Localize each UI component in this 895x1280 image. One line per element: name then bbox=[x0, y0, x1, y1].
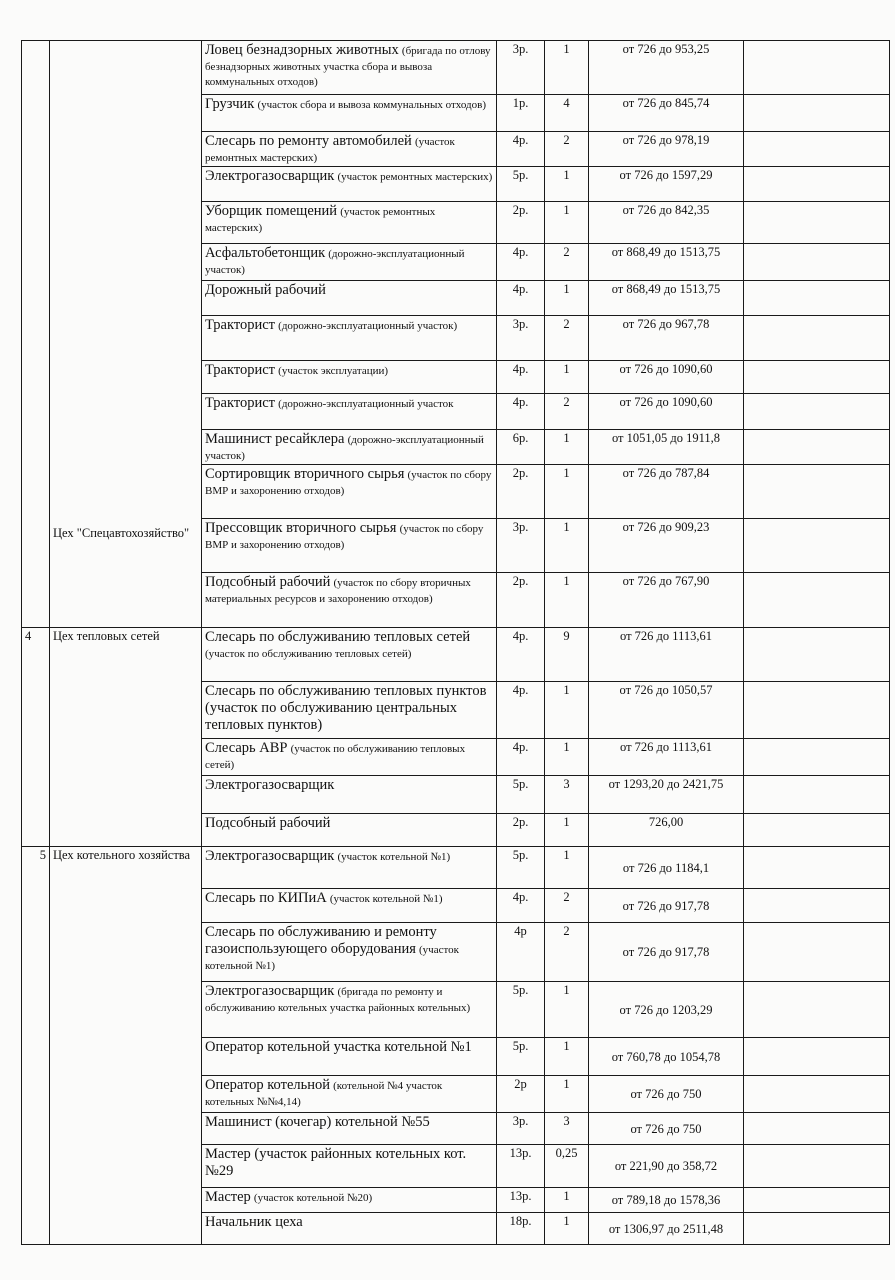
grade-cell: 4р. bbox=[497, 628, 545, 682]
position-cell bbox=[202, 1076, 497, 1113]
position-subdivision: (участок котельной №20) bbox=[253, 1192, 373, 1204]
grade-cell: 1р. bbox=[497, 95, 545, 132]
count-cell: 3 bbox=[545, 1113, 589, 1145]
position-cell bbox=[202, 1145, 497, 1188]
salary-range-cell: от 726 до 1090,60 bbox=[589, 394, 744, 430]
position-title: Тракторист bbox=[205, 395, 276, 411]
grade-cell: 5р. bbox=[497, 847, 545, 889]
grade-cell: 4р. bbox=[497, 361, 545, 394]
position-cell bbox=[202, 95, 497, 132]
position-title: Оператор котельной bbox=[205, 1077, 331, 1093]
grade-cell: 6р. bbox=[497, 430, 545, 465]
salary-range-cell: от 726 до 1113,61 bbox=[589, 739, 744, 776]
salary-range-cell: от 726 до 767,90 bbox=[589, 573, 744, 628]
empty-cell bbox=[744, 982, 890, 1038]
position-title: Электрогазосварщик bbox=[205, 777, 335, 793]
position-cell bbox=[202, 244, 497, 281]
count-cell: 9 bbox=[545, 628, 589, 682]
position-title: Тракторист bbox=[205, 317, 276, 333]
position-subdivision: (участок эксплуатации) bbox=[278, 365, 389, 377]
position-cell bbox=[202, 847, 497, 889]
position-cell bbox=[202, 281, 497, 316]
empty-cell bbox=[744, 1213, 890, 1245]
position-cell bbox=[202, 394, 497, 430]
count-cell: 1 bbox=[545, 1188, 589, 1213]
department-name: Цех "Спецавтохозяйство" bbox=[50, 41, 202, 628]
count-cell: 1 bbox=[545, 202, 589, 244]
table-row bbox=[22, 847, 890, 889]
staff-table bbox=[21, 40, 890, 1245]
position-cell bbox=[202, 519, 497, 573]
position-cell bbox=[202, 1188, 497, 1213]
count-cell: 2 bbox=[545, 316, 589, 361]
salary-range-cell: от 726 до 1203,29 bbox=[589, 982, 744, 1038]
position-title: Ловец безнадзорных животных bbox=[205, 42, 399, 58]
position-title: Начальник цеха bbox=[205, 1214, 303, 1230]
count-cell: 1 bbox=[545, 41, 589, 95]
salary-range-cell: от 868,49 до 1513,75 bbox=[589, 281, 744, 316]
empty-cell bbox=[744, 1145, 890, 1188]
salary-range-cell: от 726 до 750 bbox=[589, 1076, 744, 1113]
count-cell: 1 bbox=[545, 281, 589, 316]
empty-cell bbox=[744, 361, 890, 394]
position-cell bbox=[202, 465, 497, 519]
empty-cell bbox=[744, 167, 890, 202]
section-number: 5 bbox=[22, 847, 50, 1245]
position-title: Подсобный рабочий bbox=[205, 574, 331, 590]
empty-cell bbox=[744, 776, 890, 814]
position-title: Сортировщик вторичного сырья bbox=[205, 466, 405, 482]
position-title: Слесарь по обслуживанию тепловых сетей bbox=[205, 629, 471, 645]
count-cell: 1 bbox=[545, 465, 589, 519]
grade-cell: 2р. bbox=[497, 465, 545, 519]
position-title: Асфальтобетонщик bbox=[205, 245, 326, 261]
empty-cell bbox=[744, 923, 890, 982]
grade-cell: 5р. bbox=[497, 982, 545, 1038]
grade-cell: 4р. bbox=[497, 889, 545, 923]
empty-cell bbox=[744, 889, 890, 923]
grade-cell: 4р. bbox=[497, 244, 545, 281]
department-name: Цех котельного хозяйства bbox=[50, 847, 202, 1245]
grade-cell: 4р. bbox=[497, 281, 545, 316]
position-cell bbox=[202, 776, 497, 814]
position-cell bbox=[202, 167, 497, 202]
salary-range-cell: от 1306,97 до 2511,48 bbox=[589, 1213, 744, 1245]
grade-cell: 2р bbox=[497, 1076, 545, 1113]
empty-cell bbox=[744, 202, 890, 244]
position-cell bbox=[202, 923, 497, 982]
empty-cell bbox=[744, 1076, 890, 1113]
position-cell bbox=[202, 1213, 497, 1245]
salary-range-cell: от 726 до 909,23 bbox=[589, 519, 744, 573]
salary-range-cell: от 726 до 953,25 bbox=[589, 41, 744, 95]
grade-cell: 4р. bbox=[497, 682, 545, 739]
position-title: Машинист ресайклера bbox=[205, 431, 345, 447]
position-cell bbox=[202, 41, 497, 95]
salary-range-cell: от 789,18 до 1578,36 bbox=[589, 1188, 744, 1213]
salary-range-cell: от 726 до 1597,29 bbox=[589, 167, 744, 202]
section-number bbox=[22, 41, 50, 628]
grade-cell: 3р. bbox=[497, 41, 545, 95]
position-cell bbox=[202, 982, 497, 1038]
salary-range-cell: от 726 до 750 bbox=[589, 1113, 744, 1145]
position-subdivision: (дорожно-эксплуатационный участок) bbox=[278, 320, 458, 332]
grade-cell: 5р. bbox=[497, 167, 545, 202]
position-title: Слесарь по КИПиА bbox=[205, 890, 327, 906]
empty-cell bbox=[744, 465, 890, 519]
empty-cell bbox=[744, 430, 890, 465]
salary-range-cell: от 868,49 до 1513,75 bbox=[589, 244, 744, 281]
grade-cell: 3р. bbox=[497, 519, 545, 573]
count-cell: 1 bbox=[545, 573, 589, 628]
salary-range-cell: от 726 до 917,78 bbox=[589, 923, 744, 982]
grade-cell: 13р. bbox=[497, 1145, 545, 1188]
empty-cell bbox=[744, 95, 890, 132]
position-title: Грузчик bbox=[205, 96, 255, 112]
count-cell: 2 bbox=[545, 889, 589, 923]
count-cell: 2 bbox=[545, 923, 589, 982]
salary-range-cell: от 726 до 842,35 bbox=[589, 202, 744, 244]
grade-cell: 4р. bbox=[497, 394, 545, 430]
count-cell: 3 bbox=[545, 776, 589, 814]
count-cell: 2 bbox=[545, 132, 589, 167]
position-title: Уборщик помещений bbox=[205, 203, 338, 219]
empty-cell bbox=[744, 244, 890, 281]
empty-cell bbox=[744, 573, 890, 628]
position-title: Слесарь АВР bbox=[205, 740, 288, 756]
count-cell: 1 bbox=[545, 982, 589, 1038]
count-cell: 1 bbox=[545, 739, 589, 776]
position-cell bbox=[202, 814, 497, 847]
grade-cell: 18р. bbox=[497, 1213, 545, 1245]
position-subdivision: (участок котельной №1) bbox=[329, 893, 443, 905]
count-cell: 0,25 bbox=[545, 1145, 589, 1188]
position-subdivision: (бригада по ремонту и обслуживанию котельных участка районных котельных) bbox=[205, 986, 471, 1014]
salary-range-cell: от 726 до 978,19 bbox=[589, 132, 744, 167]
table-row bbox=[22, 41, 890, 95]
position-title: Тракторист bbox=[205, 362, 276, 378]
position-subdivision: (участок ремонтных мастерских) bbox=[205, 136, 455, 164]
salary-range-cell: от 726 до 917,78 bbox=[589, 889, 744, 923]
salary-range-cell: от 221,90 до 358,72 bbox=[589, 1145, 744, 1188]
empty-cell bbox=[744, 739, 890, 776]
position-title: Оператор котельной участка котельной №1 bbox=[205, 1039, 472, 1055]
salary-range-cell: от 726 до 1050,57 bbox=[589, 682, 744, 739]
section-number: 4 bbox=[22, 628, 50, 847]
position-cell bbox=[202, 739, 497, 776]
salary-range-cell: от 726 до 845,74 bbox=[589, 95, 744, 132]
grade-cell: 5р. bbox=[497, 1038, 545, 1076]
salary-range-cell: от 760,78 до 1054,78 bbox=[589, 1038, 744, 1076]
count-cell: 1 bbox=[545, 519, 589, 573]
empty-cell bbox=[744, 1188, 890, 1213]
count-cell: 1 bbox=[545, 682, 589, 739]
position-title: Прессовщик вторичного сырья bbox=[205, 520, 397, 536]
position-subdivision: (дорожно-эксплуатационный участок) bbox=[205, 434, 484, 462]
position-title: Дорожный рабочий bbox=[205, 282, 326, 298]
position-title: Электрогазосварщик bbox=[205, 848, 335, 864]
position-subdivision: (участок по сбору вторичных материальных ресурсов и захоронению отходов) bbox=[205, 577, 471, 605]
position-subdivision: (дорожно-эксплуатационный участок) bbox=[205, 248, 465, 276]
position-cell bbox=[202, 430, 497, 465]
grade-cell: 3р. bbox=[497, 1113, 545, 1145]
position-subdivision: (участок ремонтных мастерских) bbox=[337, 171, 493, 183]
department-name: Цех тепловых сетей bbox=[50, 628, 202, 847]
position-subdivision: (участок котельной №1) bbox=[205, 944, 459, 972]
count-cell: 1 bbox=[545, 1038, 589, 1076]
position-title: Подсобный рабочий bbox=[205, 815, 331, 831]
grade-cell: 2р. bbox=[497, 573, 545, 628]
position-subdivision: (участок котельной №1) bbox=[337, 851, 451, 863]
salary-range-cell: от 726 до 1090,60 bbox=[589, 361, 744, 394]
table-row bbox=[22, 628, 890, 682]
grade-cell: 13р. bbox=[497, 1188, 545, 1213]
count-cell: 1 bbox=[545, 361, 589, 394]
position-cell bbox=[202, 361, 497, 394]
grade-cell: 4р bbox=[497, 923, 545, 982]
grade-cell: 4р. bbox=[497, 132, 545, 167]
salary-range-cell: от 1051,05 до 1911,8 bbox=[589, 430, 744, 465]
position-subdivision: (участок по обслуживанию тепловых сетей) bbox=[205, 648, 412, 660]
position-cell bbox=[202, 132, 497, 167]
salary-range-cell: от 1293,20 до 2421,75 bbox=[589, 776, 744, 814]
position-subdivision: (бригада по отлову безнадзорных животных участка сбора и вывоза коммунальных отходов) bbox=[205, 45, 491, 88]
salary-range-cell: от 726 до 967,78 bbox=[589, 316, 744, 361]
position-subdivision: (участок по обслуживанию тепловых сетей) bbox=[205, 743, 466, 771]
position-cell bbox=[202, 202, 497, 244]
empty-cell bbox=[744, 281, 890, 316]
empty-cell bbox=[744, 316, 890, 361]
position-cell bbox=[202, 628, 497, 682]
count-cell: 1 bbox=[545, 814, 589, 847]
grade-cell: 2р. bbox=[497, 814, 545, 847]
position-subdivision: (котельной №4 участок котельных №№4,14) bbox=[205, 1080, 443, 1108]
position-cell bbox=[202, 682, 497, 739]
position-cell bbox=[202, 889, 497, 923]
position-subdivision: (участок по сбору ВМР и захоронению отходов) bbox=[205, 523, 484, 551]
empty-cell bbox=[744, 847, 890, 889]
count-cell: 1 bbox=[545, 1213, 589, 1245]
position-subdivision: (участок сбора и вывоза коммунальных отходов) bbox=[257, 99, 487, 111]
empty-cell bbox=[744, 519, 890, 573]
count-cell: 1 bbox=[545, 167, 589, 202]
position-title: Слесарь по обслуживанию тепловых пунктов (участок по обслуживанию центральных тепловых пунктов) bbox=[205, 683, 487, 733]
count-cell: 2 bbox=[545, 394, 589, 430]
empty-cell bbox=[744, 628, 890, 682]
empty-cell bbox=[744, 1113, 890, 1145]
grade-cell: 4р. bbox=[497, 739, 545, 776]
position-subdivision: (участок ремонтных мастерских) bbox=[205, 206, 436, 234]
salary-range-cell: от 726 до 787,84 bbox=[589, 465, 744, 519]
empty-cell bbox=[744, 814, 890, 847]
position-subdivision: (дорожно-эксплуатационный участок bbox=[278, 398, 454, 410]
salary-range-cell: от 726 до 1113,61 bbox=[589, 628, 744, 682]
position-cell bbox=[202, 1038, 497, 1076]
salary-range-cell: от 726 до 1184,1 bbox=[589, 847, 744, 889]
count-cell: 1 bbox=[545, 1076, 589, 1113]
count-cell: 2 bbox=[545, 244, 589, 281]
empty-cell bbox=[744, 682, 890, 739]
position-cell bbox=[202, 573, 497, 628]
grade-cell: 2р. bbox=[497, 202, 545, 244]
salary-range-cell: 726,00 bbox=[589, 814, 744, 847]
count-cell: 1 bbox=[545, 847, 589, 889]
position-title: Мастер bbox=[205, 1189, 251, 1205]
position-title: Мастер (участок районных котельных кот. №29 bbox=[205, 1146, 467, 1179]
empty-cell bbox=[744, 394, 890, 430]
position-title: Электрогазосварщик bbox=[205, 983, 335, 999]
position-cell bbox=[202, 316, 497, 361]
count-cell: 1 bbox=[545, 430, 589, 465]
grade-cell: 5р. bbox=[497, 776, 545, 814]
grade-cell: 3р. bbox=[497, 316, 545, 361]
empty-cell bbox=[744, 132, 890, 167]
position-title: Слесарь по обслуживанию и ремонту газоиспользующего оборудования bbox=[205, 924, 437, 957]
position-title: Электрогазосварщик bbox=[205, 168, 335, 184]
position-cell bbox=[202, 1113, 497, 1145]
empty-cell bbox=[744, 41, 890, 95]
position-title: Машинист (кочегар) котельной №55 bbox=[205, 1114, 430, 1130]
position-title: Слесарь по ремонту автомобилей bbox=[205, 133, 412, 149]
empty-cell bbox=[744, 1038, 890, 1076]
position-subdivision: (участок по сбору ВМР и захоронению отходов) bbox=[205, 469, 492, 497]
count-cell: 4 bbox=[545, 95, 589, 132]
